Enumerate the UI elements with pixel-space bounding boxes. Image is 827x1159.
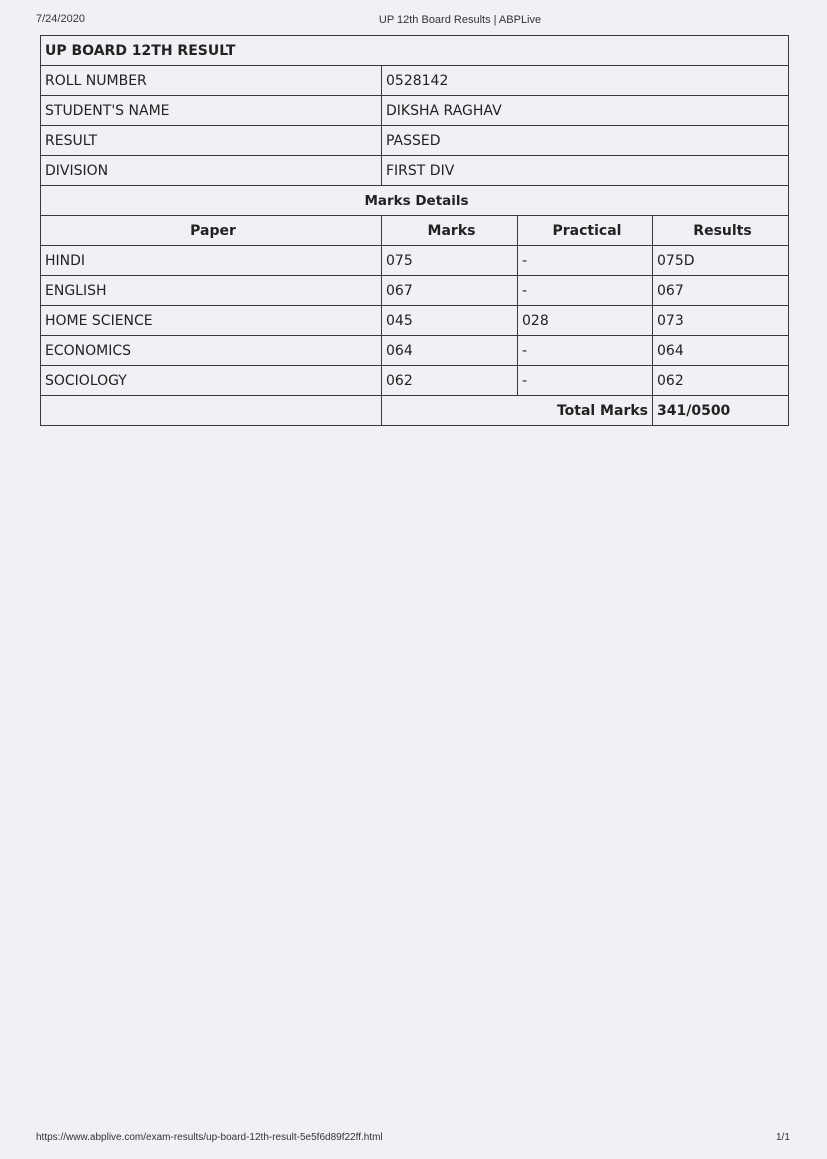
table-row [41,336,789,366]
print-date: 7/24/2020 [36,13,85,25]
marks-cell: 062 [382,366,518,396]
result-title-row [41,36,789,66]
paper-cell: ENGLISH [41,276,382,306]
info-label: DIVISION [41,156,382,186]
info-row-student-name [41,96,789,126]
column-header-marks: Marks [382,216,518,246]
total-marks-value: 341/0500 [653,396,789,426]
results-cell: 073 [653,306,789,336]
practical-cell: 028 [518,306,653,336]
marks-section-row [41,186,789,216]
info-value: DIKSHA RAGHAV [382,96,789,126]
result-table [40,35,789,426]
info-row-roll-number [41,66,789,96]
practical-cell: - [518,276,653,306]
marks-header-row [41,216,789,246]
print-page-title: UP 12th Board Results | ABPLive [378,14,542,26]
info-value: FIRST DIV [382,156,789,186]
info-label: ROLL NUMBER [41,66,382,96]
info-row-division [41,156,789,186]
marks-cell: 064 [382,336,518,366]
column-header-paper: Paper [41,216,382,246]
practical-cell: - [518,366,653,396]
table-row [41,366,789,396]
table-row [41,276,789,306]
total-row [41,396,789,426]
table-row [41,306,789,336]
results-cell: 067 [653,276,789,306]
practical-cell: - [518,246,653,276]
print-url: https://www.abplive.com/exam-results/up-board-12th-result-5e5f6d89f22ff.html [36,1132,383,1143]
marks-cell: 067 [382,276,518,306]
marks-cell: 045 [382,306,518,336]
info-label: STUDENT'S NAME [41,96,382,126]
table-row [41,246,789,276]
results-cell: 062 [653,366,789,396]
results-cell: 075D [653,246,789,276]
info-value: 0528142 [382,66,789,96]
print-page-number: 1/1 [776,1132,790,1143]
info-label: RESULT [41,126,382,156]
paper-cell: ECONOMICS [41,336,382,366]
results-cell: 064 [653,336,789,366]
result-title: UP BOARD 12TH RESULT [41,36,789,66]
paper-cell: HINDI [41,246,382,276]
marks-section-title: Marks Details [41,186,789,216]
column-header-practical: Practical [518,216,653,246]
paper-cell: SOCIOLOGY [41,366,382,396]
paper-cell: HOME SCIENCE [41,306,382,336]
info-value: PASSED [382,126,789,156]
marks-cell: 075 [382,246,518,276]
total-empty-cell [41,396,382,426]
practical-cell: - [518,336,653,366]
column-header-results: Results [653,216,789,246]
info-row-result [41,126,789,156]
total-marks-label: Total Marks [382,396,653,426]
